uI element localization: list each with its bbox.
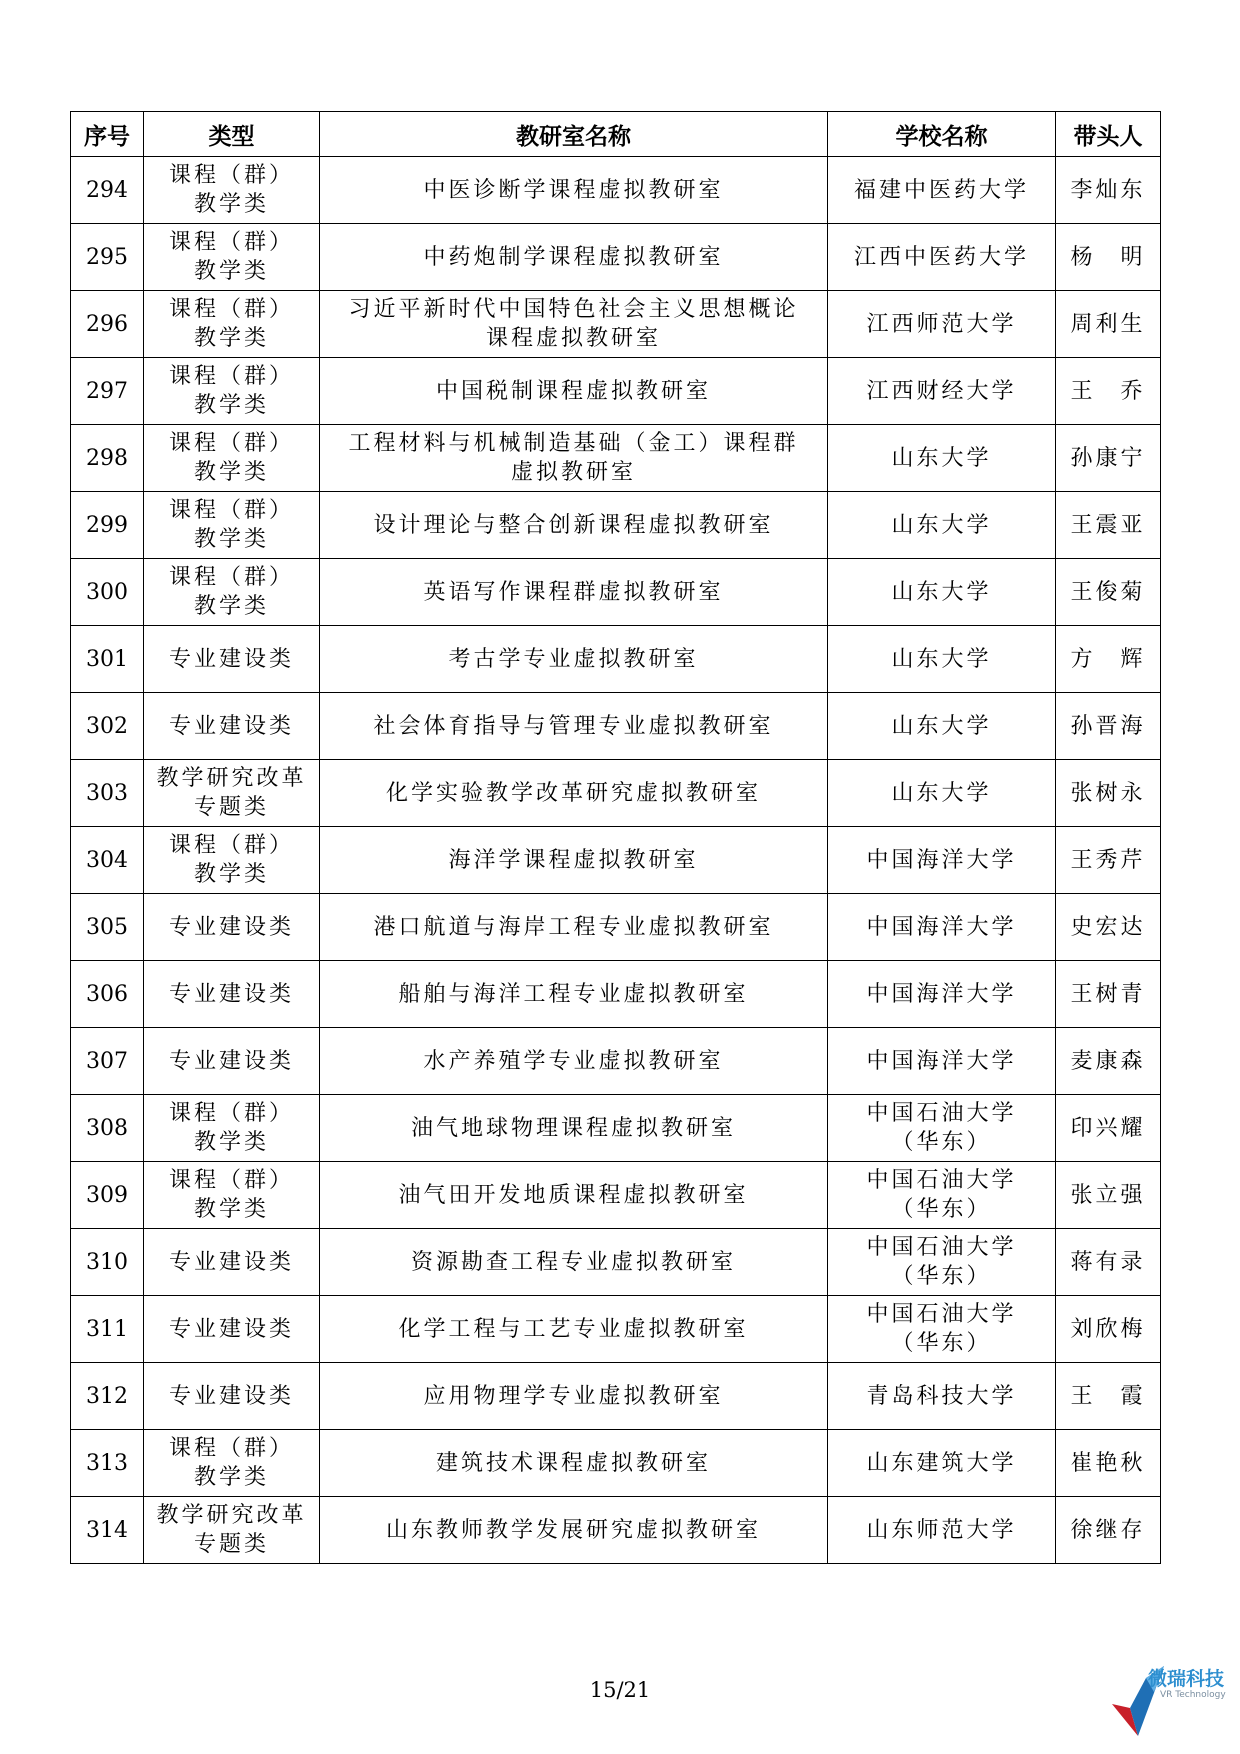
cell-school: 中国石油大学 （华东） — [828, 1229, 1056, 1296]
cell-school: 青岛科技大学 — [828, 1363, 1056, 1430]
cell-lab-name: 海洋学课程虚拟教研室 — [320, 827, 828, 894]
header-lab-name: 教研室名称 — [320, 112, 828, 157]
header-type: 类型 — [144, 112, 320, 157]
cell-type: 专业建设类 — [144, 1028, 320, 1095]
cell-lab-name: 中医诊断学课程虚拟教研室 — [320, 157, 828, 224]
cell-leader: 麦康森 — [1056, 1028, 1161, 1095]
cell-leader: 王 霞 — [1056, 1363, 1161, 1430]
cell-leader: 杨 明 — [1056, 224, 1161, 291]
cell-leader: 印兴耀 — [1056, 1095, 1161, 1162]
cell-type: 课程（群） 教学类 — [144, 559, 320, 626]
table-header-row — [71, 112, 1161, 157]
cell-school: 中国石油大学 （华东） — [828, 1095, 1056, 1162]
cell-leader: 孙晋海 — [1056, 693, 1161, 760]
table-row — [71, 224, 1161, 291]
cell-type: 课程（群） 教学类 — [144, 291, 320, 358]
cell-type: 专业建设类 — [144, 1229, 320, 1296]
cell-leader: 崔艳秋 — [1056, 1430, 1161, 1497]
table-row — [71, 1497, 1161, 1564]
cell-type: 专业建设类 — [144, 894, 320, 961]
table-row — [71, 157, 1161, 224]
cell-school: 江西中医药大学 — [828, 224, 1056, 291]
cell-lab-name: 油气田开发地质课程虚拟教研室 — [320, 1162, 828, 1229]
cell-no: 303 — [71, 760, 144, 827]
cell-school: 山东大学 — [828, 559, 1056, 626]
cell-no: 310 — [71, 1229, 144, 1296]
table-row — [71, 760, 1161, 827]
cell-no: 304 — [71, 827, 144, 894]
cell-no: 311 — [71, 1296, 144, 1363]
table-row — [71, 1162, 1161, 1229]
cell-school: 中国石油大学 （华东） — [828, 1162, 1056, 1229]
table-row — [71, 1028, 1161, 1095]
cell-no: 296 — [71, 291, 144, 358]
cell-leader: 史宏达 — [1056, 894, 1161, 961]
cell-lab-name: 工程材料与机械制造基础（金工）课程群 虚拟教研室 — [320, 425, 828, 492]
cell-leader: 张树永 — [1056, 760, 1161, 827]
table-row — [71, 1430, 1161, 1497]
table-row — [71, 1363, 1161, 1430]
cell-type: 专业建设类 — [144, 626, 320, 693]
cell-type: 专业建设类 — [144, 961, 320, 1028]
table-row — [71, 1229, 1161, 1296]
cell-leader: 王俊菊 — [1056, 559, 1161, 626]
cell-no: 301 — [71, 626, 144, 693]
cell-leader: 方 辉 — [1056, 626, 1161, 693]
cell-leader: 刘欣梅 — [1056, 1296, 1161, 1363]
cell-school: 中国海洋大学 — [828, 961, 1056, 1028]
cell-type: 课程（群） 教学类 — [144, 492, 320, 559]
cell-lab-name: 船舶与海洋工程专业虚拟教研室 — [320, 961, 828, 1028]
table-body — [71, 157, 1161, 1564]
page-number: 15/21 — [589, 1678, 651, 1702]
cell-leader: 李灿东 — [1056, 157, 1161, 224]
table-row — [71, 894, 1161, 961]
cell-school: 江西师范大学 — [828, 291, 1056, 358]
cell-lab-name: 社会体育指导与管理专业虚拟教研室 — [320, 693, 828, 760]
cell-school: 山东大学 — [828, 760, 1056, 827]
table-row — [71, 559, 1161, 626]
table-row — [71, 1296, 1161, 1363]
cell-leader: 张立强 — [1056, 1162, 1161, 1229]
cell-no: 294 — [71, 157, 144, 224]
table-row — [71, 827, 1161, 894]
cell-no: 313 — [71, 1430, 144, 1497]
cell-no: 314 — [71, 1497, 144, 1564]
cell-leader: 孙康宁 — [1056, 425, 1161, 492]
table-row — [71, 492, 1161, 559]
brand-watermark — [1108, 1658, 1228, 1742]
cell-lab-name: 山东教师教学发展研究虚拟教研室 — [320, 1497, 828, 1564]
table-row — [71, 425, 1161, 492]
cell-no: 300 — [71, 559, 144, 626]
cell-school: 山东建筑大学 — [828, 1430, 1056, 1497]
cell-lab-name: 中药炮制学课程虚拟教研室 — [320, 224, 828, 291]
cell-lab-name: 英语写作课程群虚拟教研室 — [320, 559, 828, 626]
cell-type: 课程（群） 教学类 — [144, 1430, 320, 1497]
header-school: 学校名称 — [828, 112, 1056, 157]
cell-type: 专业建设类 — [144, 1363, 320, 1430]
cell-no: 298 — [71, 425, 144, 492]
cell-no: 302 — [71, 693, 144, 760]
cell-lab-name: 习近平新时代中国特色社会主义思想概论 课程虚拟教研室 — [320, 291, 828, 358]
cell-type: 教学研究改革 专题类 — [144, 760, 320, 827]
cell-lab-name: 资源勘查工程专业虚拟教研室 — [320, 1229, 828, 1296]
cell-leader: 蒋有录 — [1056, 1229, 1161, 1296]
lab-list-table — [70, 111, 1161, 1564]
brand-subtitle: VR Technology — [1160, 1690, 1226, 1700]
cell-lab-name: 中国税制课程虚拟教研室 — [320, 358, 828, 425]
table-row — [71, 358, 1161, 425]
cell-lab-name: 考古学专业虚拟教研室 — [320, 626, 828, 693]
cell-no: 307 — [71, 1028, 144, 1095]
cell-no: 305 — [71, 894, 144, 961]
cell-lab-name: 设计理论与整合创新课程虚拟教研室 — [320, 492, 828, 559]
cell-no: 312 — [71, 1363, 144, 1430]
cell-no: 299 — [71, 492, 144, 559]
cell-leader: 周利生 — [1056, 291, 1161, 358]
cell-lab-name: 化学工程与工艺专业虚拟教研室 — [320, 1296, 828, 1363]
cell-type: 专业建设类 — [144, 693, 320, 760]
cell-type: 课程（群） 教学类 — [144, 425, 320, 492]
cell-leader: 王树青 — [1056, 961, 1161, 1028]
cell-leader: 徐继存 — [1056, 1497, 1161, 1564]
table-row — [71, 626, 1161, 693]
cell-lab-name: 应用物理学专业虚拟教研室 — [320, 1363, 828, 1430]
cell-lab-name: 港口航道与海岸工程专业虚拟教研室 — [320, 894, 828, 961]
cell-no: 295 — [71, 224, 144, 291]
cell-type: 课程（群） 教学类 — [144, 358, 320, 425]
table-row — [71, 961, 1161, 1028]
table-row — [71, 1095, 1161, 1162]
cell-school: 中国海洋大学 — [828, 827, 1056, 894]
table-row — [71, 693, 1161, 760]
cell-school: 山东大学 — [828, 693, 1056, 760]
cell-leader: 王震亚 — [1056, 492, 1161, 559]
cell-school: 山东大学 — [828, 425, 1056, 492]
cell-type: 专业建设类 — [144, 1296, 320, 1363]
brand-name: 微瑞科技 — [1148, 1668, 1225, 1690]
cell-type: 课程（群） 教学类 — [144, 224, 320, 291]
header-no: 序号 — [71, 112, 144, 157]
cell-leader: 王秀芹 — [1056, 827, 1161, 894]
cell-lab-name: 化学实验教学改革研究虚拟教研室 — [320, 760, 828, 827]
table-row — [71, 291, 1161, 358]
cell-school: 山东大学 — [828, 492, 1056, 559]
cell-type: 课程（群） 教学类 — [144, 1162, 320, 1229]
header-leader: 带头人 — [1056, 112, 1161, 157]
cell-school: 中国海洋大学 — [828, 894, 1056, 961]
cell-school: 江西财经大学 — [828, 358, 1056, 425]
cell-lab-name: 水产养殖学专业虚拟教研室 — [320, 1028, 828, 1095]
cell-type: 课程（群） 教学类 — [144, 827, 320, 894]
cell-school: 山东大学 — [828, 626, 1056, 693]
cell-no: 309 — [71, 1162, 144, 1229]
cell-school: 山东师范大学 — [828, 1497, 1056, 1564]
cell-no: 297 — [71, 358, 144, 425]
cell-type: 课程（群） 教学类 — [144, 1095, 320, 1162]
cell-school: 中国海洋大学 — [828, 1028, 1056, 1095]
cell-lab-name: 油气地球物理课程虚拟教研室 — [320, 1095, 828, 1162]
cell-no: 306 — [71, 961, 144, 1028]
cell-leader: 王 乔 — [1056, 358, 1161, 425]
cell-school: 福建中医药大学 — [828, 157, 1056, 224]
cell-type: 教学研究改革 专题类 — [144, 1497, 320, 1564]
cell-school: 中国石油大学 （华东） — [828, 1296, 1056, 1363]
cell-type: 课程（群） 教学类 — [144, 157, 320, 224]
cell-lab-name: 建筑技术课程虚拟教研室 — [320, 1430, 828, 1497]
cell-no: 308 — [71, 1095, 144, 1162]
